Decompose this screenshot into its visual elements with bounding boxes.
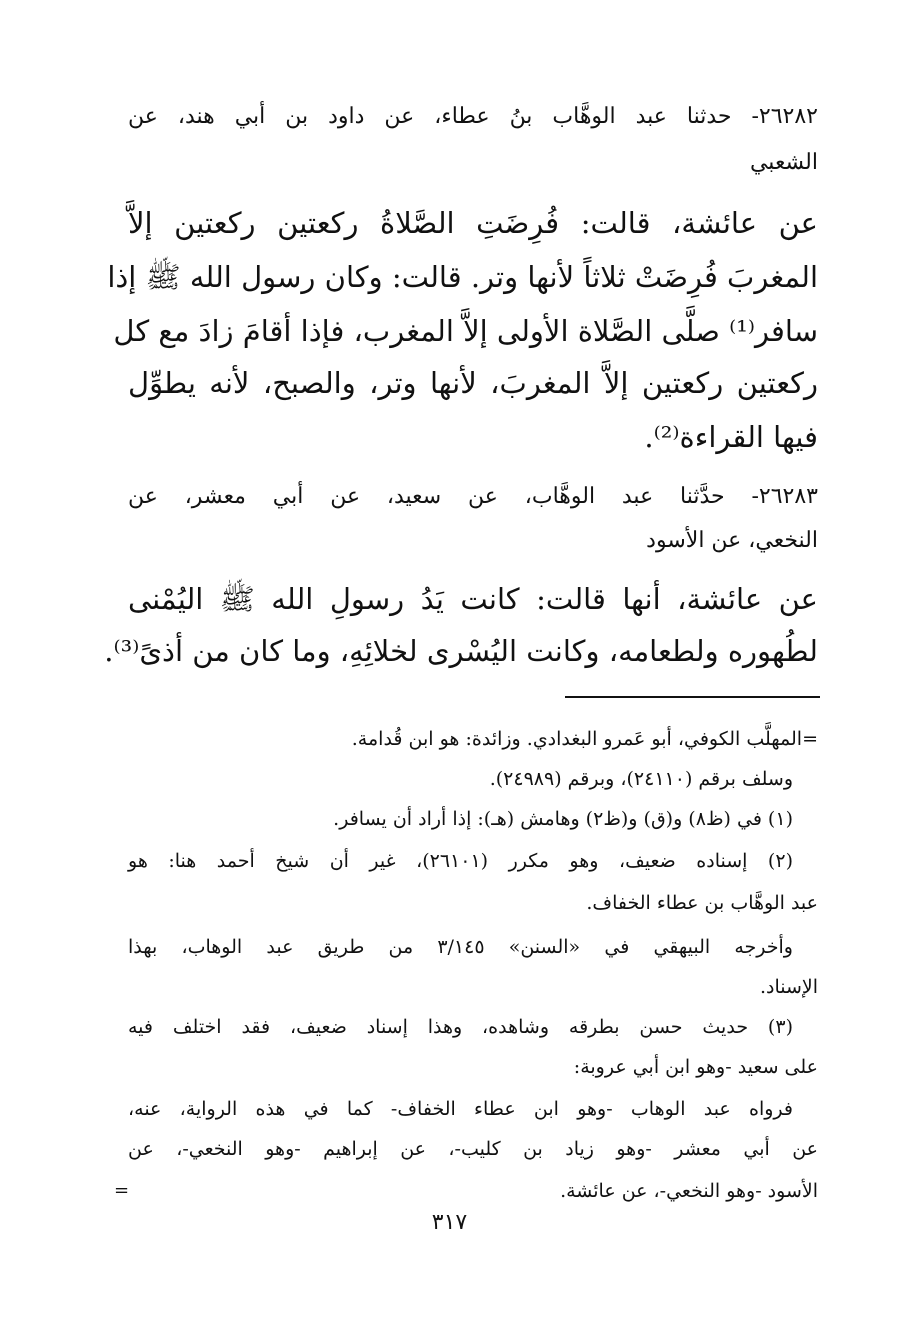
footnote-line-12: الأسود -وهو النخعي-، عن عائشة. bbox=[560, 1180, 818, 1202]
hadith-26282-chain-line-2: الشعبي bbox=[749, 150, 818, 175]
footnote-line-2: وسلف برقم (٢٤١١٠)، وبرقم (٢٤٩٨٩). bbox=[489, 768, 793, 790]
hadith-26282-matn-line-2: المغربَ فُرِضَتْ ثلاثاً لأنها وتر. قالت: وكان رسول الله ﷺ إذا bbox=[107, 260, 818, 294]
hadith-26282-matn-line-1: عن عائشة، قالت: فُرِضَتِ الصَّلاةُ ركعتين ركعتين إلاَّ bbox=[128, 206, 818, 240]
hadith-26283-chain-line-1: ٢٦٢٨٣- حدَّثنا عبد الوهَّاب، عن سعيد، عن أبي معشر، عن bbox=[128, 484, 818, 509]
footnote-line-6: وأخرجه البيهقي في «السنن» ٣/١٤٥ من طريق عبد الوهاب، بهذا bbox=[128, 936, 793, 958]
footnote-line-5: عبد الوهَّاب بن عطاء الخفاف. bbox=[586, 892, 818, 914]
hadith-26282-matn-line-3: سافر⁽¹⁾ صلَّى الصَّلاة الأولى إلاَّ المغرب، فإذا أقامَ زادَ مع كل bbox=[113, 314, 818, 348]
continuation-mark: = bbox=[114, 1180, 130, 1201]
footnote-line-11: عن أبي معشر -وهو زياد بن كليب-، عن إبراهيم -وهو النخعي-، عن bbox=[128, 1138, 818, 1160]
footnote-line-3: (١) في (ظ٨) و(ق) و(ظ٢) وهامش (هـ): إذا أراد أن يسافر. bbox=[333, 808, 793, 830]
footnote-line-7: الإسناد. bbox=[759, 976, 818, 998]
footnote-line-1: =المهلَّب الكوفي، أبو عَمرو البغدادي. وزائدة: هو ابن قُدامة. bbox=[351, 728, 818, 750]
hadith-26283-chain-line-2: النخعي، عن الأسود bbox=[646, 528, 818, 553]
footnote-line-8: (٣) حديث حسن بطرقه وشاهده، وهذا إسناد ضعيف، فقد اختلف فيه bbox=[128, 1016, 793, 1038]
hadith-26282-chain-line-1: ٢٦٢٨٢- حدثنا عبد الوهَّاب بنُ عطاء، عن داود بن أبي هند، عن bbox=[128, 104, 818, 129]
page-number: ٣١٧ bbox=[431, 1210, 468, 1235]
hadith-26283-matn-line-2: لطُهوره ولطعامه، وكانت اليُسْرى لخلائِهِ، وما كان من أذىً⁽³⁾. bbox=[104, 634, 818, 668]
hadith-26282-matn-line-5: فيها القراءة⁽²⁾. bbox=[644, 420, 818, 454]
footnote-line-4: (٢) إسناده ضعيف، وهو مكرر (٢٦١٠١)، غير أن شيخ أحمد هنا: هو bbox=[128, 850, 793, 872]
footnote-line-10: فرواه عبد الوهاب -وهو ابن عطاء الخفاف- كما في هذه الرواية، عنه، bbox=[128, 1098, 793, 1120]
footnote-line-9: على سعيد -وهو ابن أبي عروبة: bbox=[573, 1056, 818, 1078]
hadith-26282-matn-line-4: ركعتين ركعتين إلاَّ المغربَ، لأنها وتر، والصبح، لأنه يطوِّل bbox=[128, 366, 818, 400]
footnote-separator bbox=[565, 696, 820, 698]
hadith-26283-matn-line-1: عن عائشة، أنها قالت: كانت يَدُ رسولِ الله ﷺ اليُمْنى bbox=[128, 582, 818, 616]
